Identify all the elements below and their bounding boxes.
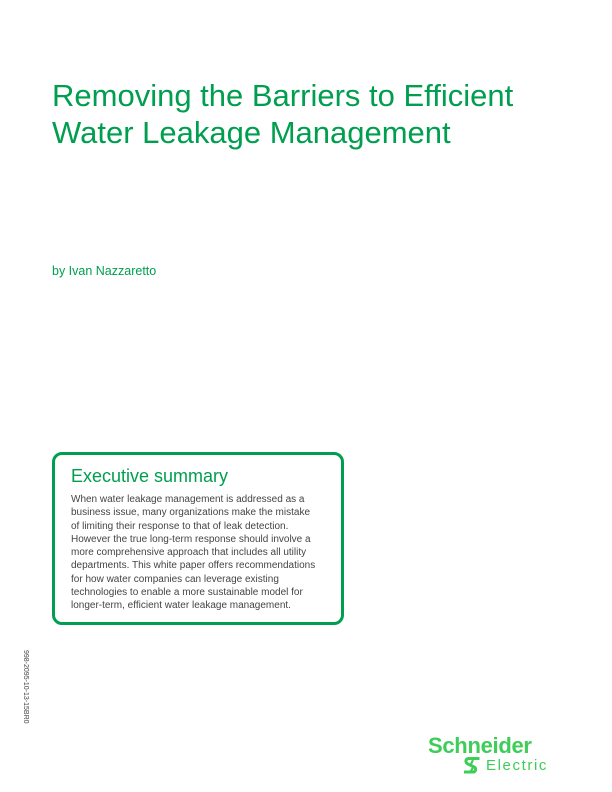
logo-wordmark-top: Schneider	[428, 733, 532, 758]
summary-line: more comprehensive approach that includes all utility	[71, 547, 307, 559]
summary-line: When water leakage management is addressed as a	[71, 494, 305, 505]
schneider-electric-logo	[428, 735, 568, 775]
executive-summary-heading: Executive summary	[71, 466, 229, 486]
executive-summary-text	[71, 493, 329, 613]
document-title	[52, 77, 592, 151]
summary-line: departments. This white paper offers recommendations	[71, 560, 316, 572]
logo-mark-icon	[462, 757, 482, 774]
title-line: Removing the Barriers to Efficient	[52, 78, 514, 113]
summary-line: longer-term, efficient water leakage management.	[71, 600, 291, 612]
executive-summary-box	[52, 452, 344, 625]
summary-line: technologies to enable a more sustainable model for	[71, 587, 303, 599]
summary-line: of limiting their response to that of leak detection.	[71, 520, 289, 532]
summary-line: business issue, many organizations make the mistake	[71, 507, 311, 519]
summary-line: However the true long-term response should involve a	[71, 533, 311, 545]
author-byline: by Ivan Nazzaretto	[52, 264, 157, 278]
summary-line: for how water companies can leverage existing	[71, 573, 279, 585]
logo-wordmark-bottom: Electric	[486, 757, 548, 774]
document-code: 998-2095-10-13-15BR0	[22, 650, 29, 724]
title-line: Water Leakage Management	[52, 115, 451, 150]
